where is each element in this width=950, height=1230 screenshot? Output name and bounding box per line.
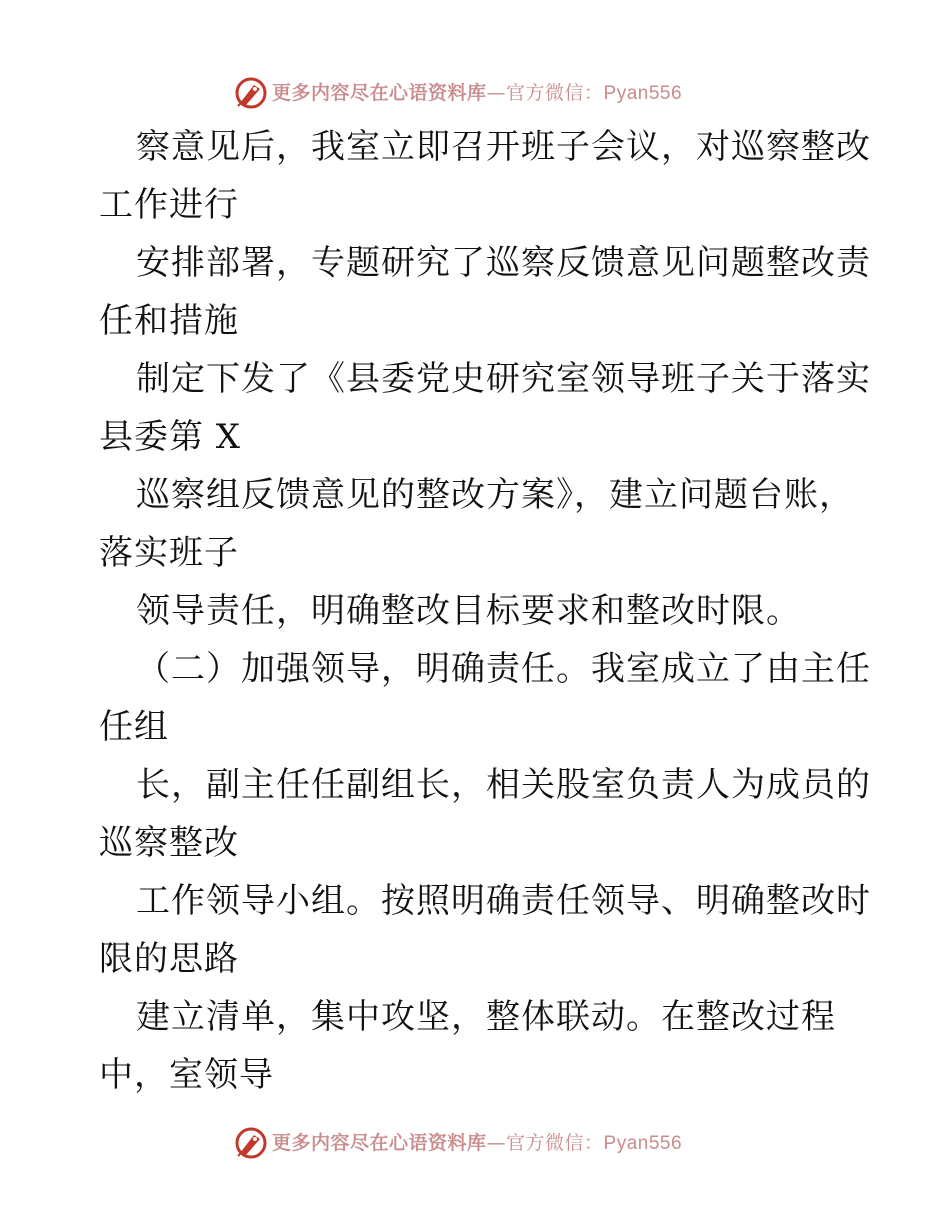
pen-nib-circle-icon — [234, 1126, 268, 1160]
body-line: 建立清单，集中攻坚，整体联动。在整改过程 — [136, 997, 836, 1037]
footer-text — [272, 1128, 682, 1155]
body-line: 长，副主任任副组长，相关股室负责人为成员的 — [136, 765, 871, 805]
footer-dash: — — [486, 1132, 507, 1154]
header-brand: 更多内容尽在心语资料库 — [272, 82, 487, 104]
pen-nib-circle-icon — [234, 76, 268, 110]
body-line: 限的思路 — [99, 939, 239, 979]
body-line: 落实班子 — [99, 533, 239, 573]
footer-official: 官方微信： — [506, 1132, 604, 1154]
body-line: 制定下发了《县委党史研究室领导班子关于落实 — [136, 359, 871, 399]
body-line: 工作进行 — [99, 185, 239, 225]
header-dash: — — [486, 82, 507, 104]
header-wechat-id: Pyan556 — [603, 83, 683, 104]
header-text — [272, 78, 682, 105]
body-line: （二）加强领导，明确责任。我室成立了由主任 — [136, 649, 871, 689]
body-line: 安排部署，专题研究了巡察反馈意见问题整改责 — [136, 243, 871, 283]
body-line: 县委第 X — [99, 417, 242, 457]
body-line: 任和措施 — [99, 301, 239, 341]
body-line: 领导责任，明确整改目标要求和整改时限。 — [136, 591, 801, 631]
footer-brand: 更多内容尽在心语资料库 — [272, 1132, 487, 1154]
footer-banner — [0, 1122, 950, 1162]
header-official: 官方微信： — [506, 82, 604, 104]
header-banner — [0, 72, 950, 112]
footer-wechat-id: Pyan556 — [603, 1133, 683, 1154]
body-line: 任组 — [99, 707, 169, 747]
body-line: 察意见后，我室立即召开班子会议，对巡察整改 — [136, 127, 871, 167]
document-body — [99, 118, 871, 1104]
body-line: 工作领导小组。按照明确责任领导、明确整改时 — [136, 881, 871, 921]
body-line: 巡察组反馈意见的整改方案》，建立问题台账， — [136, 475, 854, 515]
body-line: 中，室领导 — [99, 1055, 274, 1095]
body-line: 巡察整改 — [99, 823, 239, 863]
